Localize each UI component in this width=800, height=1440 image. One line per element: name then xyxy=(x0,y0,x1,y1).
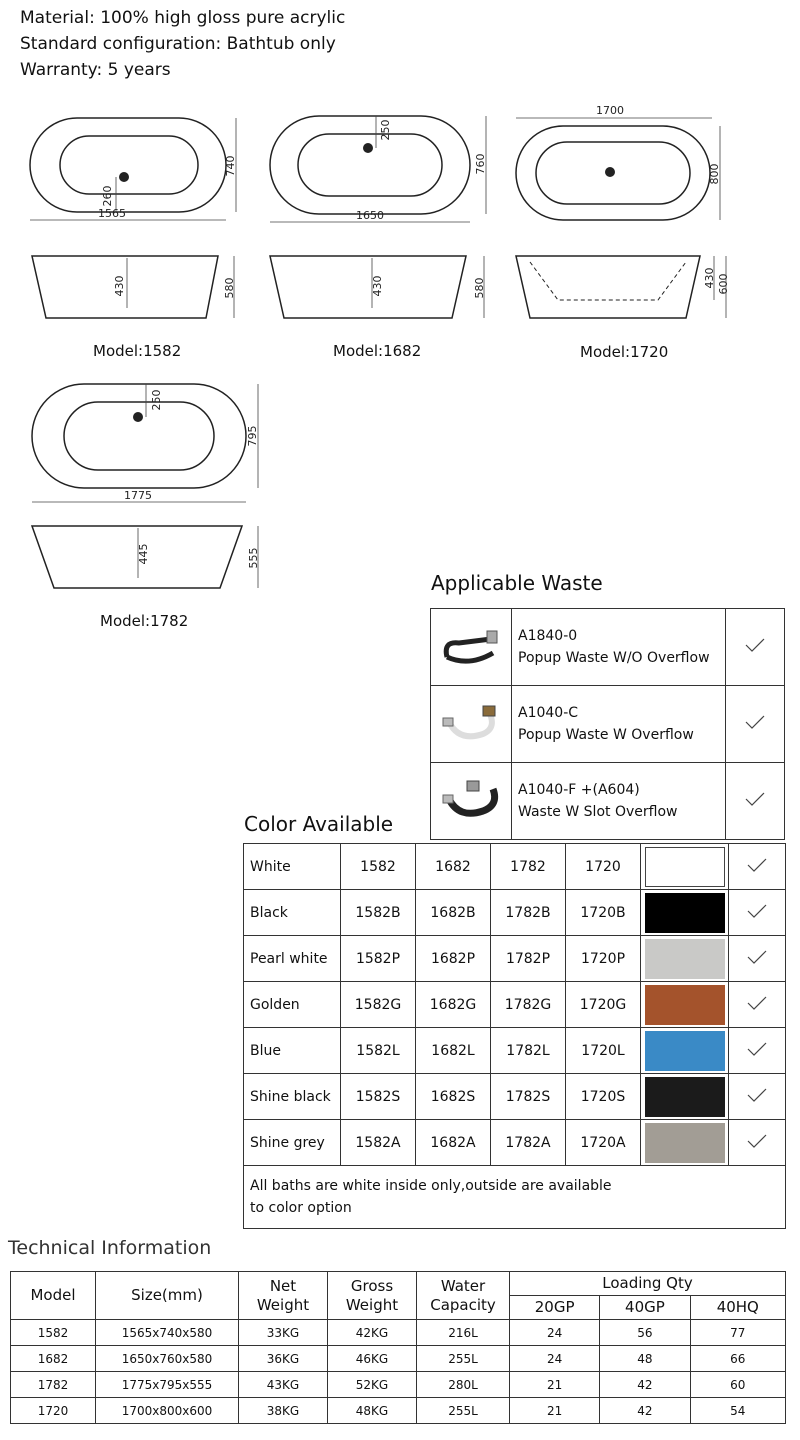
table-cell: 1650x760x580 xyxy=(96,1346,239,1372)
check-icon xyxy=(729,890,786,936)
check-icon xyxy=(726,686,785,763)
model-1582-label: Model:1582 xyxy=(93,342,182,360)
dim-1682-depth: 430 xyxy=(371,275,384,297)
color-row xyxy=(244,982,786,1028)
dim-1582-length: 1565 xyxy=(98,207,126,220)
dim-1582-depth: 430 xyxy=(113,275,126,297)
dim-1582-height: 580 xyxy=(223,277,236,299)
color-code: 1720 xyxy=(566,844,641,890)
color-code: 1682 xyxy=(416,844,491,890)
col-water-capacity: Water Capacity xyxy=(417,1272,510,1320)
table-cell: 255L xyxy=(417,1346,510,1372)
color-code: 1682G xyxy=(416,982,491,1028)
table-cell: 48KG xyxy=(328,1398,417,1424)
table-cell: 1782 xyxy=(11,1372,96,1398)
check-icon xyxy=(729,936,786,982)
waste-description: Popup Waste W/O Overflow xyxy=(518,650,710,666)
dim-1782-depth: 445 xyxy=(137,543,150,565)
col-gross-weight: Gross Weight xyxy=(328,1272,417,1320)
table-cell: 66 xyxy=(690,1346,785,1372)
table-cell: 43KG xyxy=(239,1372,328,1398)
waste-row xyxy=(431,686,785,763)
color-swatch xyxy=(645,893,725,933)
color-code: 1782B xyxy=(491,890,566,936)
check-icon xyxy=(729,1074,786,1120)
dim-1582-width: 740 xyxy=(224,155,237,177)
col-net-weight: Net Weight xyxy=(239,1272,328,1320)
table-cell: 56 xyxy=(600,1320,690,1346)
color-code: 1682L xyxy=(416,1028,491,1074)
color-name: Golden xyxy=(244,982,341,1028)
dim-1720-length: 1700 xyxy=(596,104,624,117)
dim-1682-drain: 250 xyxy=(379,119,392,141)
col-40hq: 40HQ xyxy=(690,1296,785,1320)
material-spec: Material: 100% high gloss pure acrylic xyxy=(20,8,346,28)
dim-1682-width: 760 xyxy=(474,153,487,175)
color-code: 1782A xyxy=(491,1120,566,1166)
color-row xyxy=(244,1028,786,1074)
color-swatch xyxy=(645,1031,725,1071)
waste-description: Waste W Slot Overflow xyxy=(518,804,678,820)
table-cell: 54 xyxy=(690,1398,785,1424)
model-1782-label: Model:1782 xyxy=(100,612,189,630)
table-cell: 280L xyxy=(417,1372,510,1398)
color-row xyxy=(244,844,786,890)
col-40gp: 40GP xyxy=(600,1296,690,1320)
check-icon xyxy=(729,1120,786,1166)
color-code: 1720B xyxy=(566,890,641,936)
dim-1782-length: 1775 xyxy=(124,489,152,502)
table-cell: 255L xyxy=(417,1398,510,1424)
color-code: 1682B xyxy=(416,890,491,936)
table-cell: 77 xyxy=(690,1320,785,1346)
table-cell: 216L xyxy=(417,1320,510,1346)
table-row xyxy=(11,1372,786,1398)
waste-row xyxy=(431,609,785,686)
technical-table xyxy=(10,1271,786,1424)
table-row xyxy=(11,1320,786,1346)
waste-image-a1040f xyxy=(431,763,512,840)
color-code: 1682S xyxy=(416,1074,491,1120)
color-swatch xyxy=(645,1077,725,1117)
color-name: Black xyxy=(244,890,341,936)
table-cell: 21 xyxy=(510,1398,600,1424)
color-code: 1720P xyxy=(566,936,641,982)
configuration-spec: Standard configuration: Bathtub only xyxy=(20,34,336,54)
table-row xyxy=(11,1346,786,1372)
color-code: 1582G xyxy=(341,982,416,1028)
check-icon xyxy=(729,844,786,890)
waste-row xyxy=(431,763,785,840)
color-code: 1782P xyxy=(491,936,566,982)
check-icon xyxy=(729,1028,786,1074)
color-name: Pearl white xyxy=(244,936,341,982)
warranty-spec: Warranty: 5 years xyxy=(20,60,171,80)
color-name: White xyxy=(244,844,341,890)
color-swatch xyxy=(645,847,725,887)
color-code: 1582 xyxy=(341,844,416,890)
waste-code: A1840-0 xyxy=(518,628,578,644)
check-icon xyxy=(726,609,785,686)
dim-1782-drain: 250 xyxy=(150,389,163,411)
check-icon xyxy=(729,982,786,1028)
waste-code: A1040-F +(A604) xyxy=(518,782,640,798)
col-20gp: 20GP xyxy=(510,1296,600,1320)
table-cell: 24 xyxy=(510,1346,600,1372)
color-code: 1582L xyxy=(341,1028,416,1074)
color-code: 1720S xyxy=(566,1074,641,1120)
color-code: 1582S xyxy=(341,1074,416,1120)
table-cell: 1700x800x600 xyxy=(96,1398,239,1424)
table-cell: 21 xyxy=(510,1372,600,1398)
table-cell: 42 xyxy=(600,1372,690,1398)
color-row xyxy=(244,1120,786,1166)
applicable-waste-table xyxy=(430,608,785,840)
col-model: Model xyxy=(11,1272,96,1320)
table-cell: 52KG xyxy=(328,1372,417,1398)
table-cell: 38KG xyxy=(239,1398,328,1424)
table-cell: 46KG xyxy=(328,1346,417,1372)
applicable-waste-title: Applicable Waste xyxy=(431,571,603,595)
table-cell: 33KG xyxy=(239,1320,328,1346)
table-cell: 42 xyxy=(600,1398,690,1424)
color-code: 1782G xyxy=(491,982,566,1028)
dim-1720-width: 800 xyxy=(708,163,721,185)
col-size: Size(mm) xyxy=(96,1272,239,1320)
color-swatch xyxy=(645,985,725,1025)
color-code: 1782 xyxy=(491,844,566,890)
model-1582-drawing xyxy=(22,108,254,340)
color-note-line1: All baths are white inside only,outside are available xyxy=(250,1178,612,1194)
color-row xyxy=(244,936,786,982)
color-note-line2: to color option xyxy=(250,1200,352,1216)
color-row xyxy=(244,890,786,936)
color-code: 1682A xyxy=(416,1120,491,1166)
color-swatch xyxy=(645,1123,725,1163)
color-code: 1720A xyxy=(566,1120,641,1166)
table-cell: 24 xyxy=(510,1320,600,1346)
dim-1720-height: 600 xyxy=(717,273,730,295)
color-available-title: Color Available xyxy=(244,812,394,836)
dim-1782-width: 795 xyxy=(246,425,259,447)
technical-info-title: Technical Information xyxy=(8,1237,212,1259)
table-cell: 42KG xyxy=(328,1320,417,1346)
dim-1682-height: 580 xyxy=(473,277,486,299)
table-cell: 48 xyxy=(600,1346,690,1372)
color-swatch xyxy=(645,939,725,979)
color-code: 1582P xyxy=(341,936,416,982)
col-loading-qty: Loading Qty xyxy=(510,1272,786,1296)
table-cell: 1565x740x580 xyxy=(96,1320,239,1346)
dim-1582-drain: 260 xyxy=(101,185,114,207)
waste-image-a1840 xyxy=(431,609,512,686)
color-table xyxy=(243,843,786,1229)
color-code: 1582B xyxy=(341,890,416,936)
model-1682-drawing xyxy=(262,108,502,340)
dim-1682-length: 1650 xyxy=(356,209,384,222)
color-code: 1782S xyxy=(491,1074,566,1120)
model-1720-label: Model:1720 xyxy=(580,343,669,361)
table-cell: 36KG xyxy=(239,1346,328,1372)
waste-image-a1040c xyxy=(431,686,512,763)
model-1720-drawing xyxy=(508,100,738,340)
table-cell: 1775x795x555 xyxy=(96,1372,239,1398)
model-1782-drawing xyxy=(22,378,272,610)
dim-1782-height: 555 xyxy=(247,547,260,569)
table-cell: 1582 xyxy=(11,1320,96,1346)
dim-1720-depth: 430 xyxy=(703,267,716,289)
waste-code: A1040-C xyxy=(518,705,579,721)
table-cell: 1682 xyxy=(11,1346,96,1372)
color-name: Shine grey xyxy=(244,1120,341,1166)
color-code: 1720L xyxy=(566,1028,641,1074)
color-code: 1720G xyxy=(566,982,641,1028)
model-1682-label: Model:1682 xyxy=(333,342,422,360)
color-code: 1682P xyxy=(416,936,491,982)
check-icon xyxy=(726,763,785,840)
waste-description: Popup Waste W Overflow xyxy=(518,727,694,743)
color-code: 1782L xyxy=(491,1028,566,1074)
table-row xyxy=(11,1398,786,1424)
color-name: Blue xyxy=(244,1028,341,1074)
color-row xyxy=(244,1074,786,1120)
table-cell: 1720 xyxy=(11,1398,96,1424)
table-cell: 60 xyxy=(690,1372,785,1398)
color-name: Shine black xyxy=(244,1074,341,1120)
color-code: 1582A xyxy=(341,1120,416,1166)
